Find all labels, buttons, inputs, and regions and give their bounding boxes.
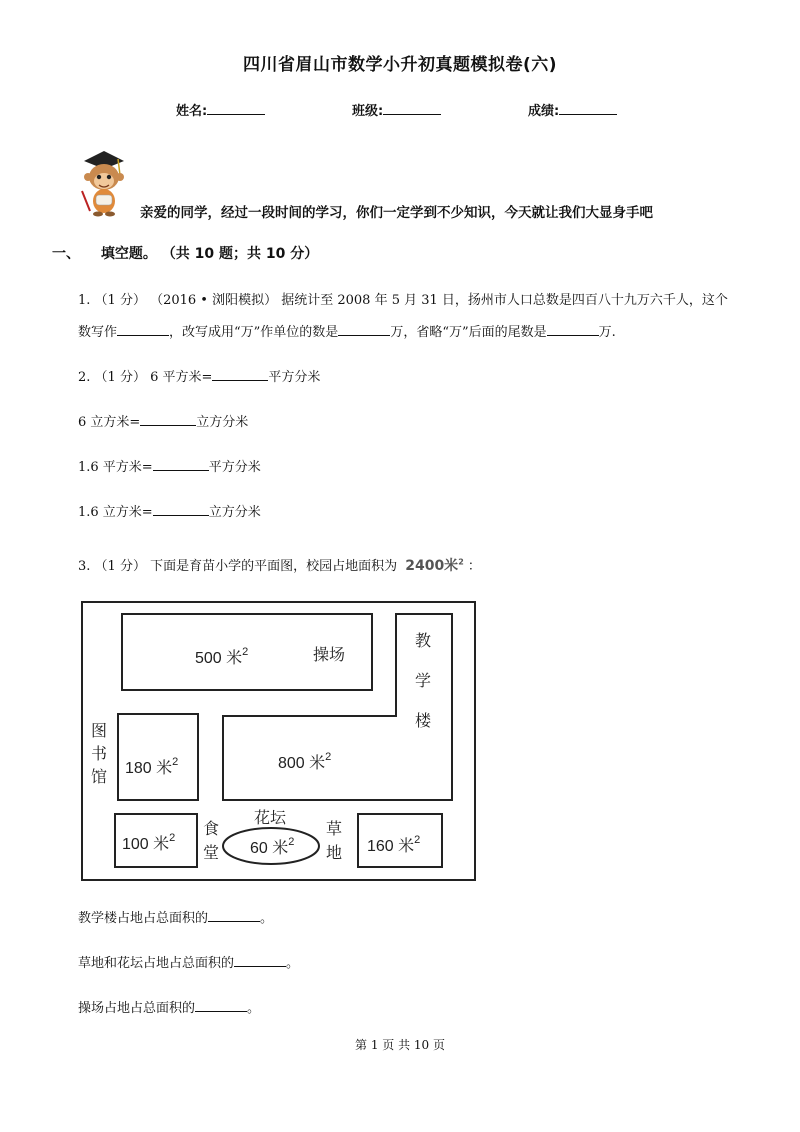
name-blank[interactable]: [207, 102, 265, 115]
section-heading: [52, 243, 318, 263]
class-label: 班级:: [352, 104, 384, 119]
q3-blank-2[interactable]: [234, 954, 286, 967]
q2-l4-text: 1.6 立方米=: [78, 505, 153, 520]
section-number: 一、: [52, 246, 80, 262]
q1-blank-1[interactable]: [117, 323, 169, 336]
name-field: [176, 100, 265, 119]
canteen-area: 100 米$^2$: [122, 832, 176, 853]
flower-bed-area: 60 米$^2$: [250, 836, 295, 857]
section-title: 填空题。 （共 10 题；共 10 分）: [100, 246, 319, 262]
score-label: 成绩:: [528, 104, 560, 119]
q1-blank-2[interactable]: [338, 323, 390, 336]
q2-blank-1[interactable]: [212, 368, 268, 381]
q2-line1: [78, 366, 320, 385]
library-block: [118, 714, 198, 800]
q3-text: 3. （1 分） 下面是育苗小学的平面图，校园占地面积为: [78, 559, 398, 574]
grass-char-1: 草: [326, 821, 343, 838]
library-char-1: 图: [91, 723, 108, 740]
q3-area-exp: 2: [458, 557, 464, 567]
q3-sub3: [78, 997, 260, 1016]
q2-l3-text: 1.6 平方米=: [78, 460, 153, 475]
teaching-area: 800 米$^2$: [278, 751, 332, 772]
q1-line2: [78, 321, 616, 340]
library-char-3: 馆: [91, 769, 108, 786]
q3-colon: ：: [467, 559, 481, 574]
q3-line: [78, 555, 481, 575]
q3-sub2-text: 草地和花坛占地占总面积的: [78, 956, 235, 971]
grass-area: 160 米$^2$: [367, 834, 421, 855]
q2-l1-text: 2. （1 分） 6 平方米=: [78, 370, 213, 385]
greeting-text: 亲爱的同学，经过一段时间的学习，你们一定学到不少知识，今天就让我们大显身手吧: [140, 205, 653, 221]
q2-blank-2[interactable]: [140, 413, 196, 426]
q2-l4-unit: 立方分米: [208, 505, 261, 520]
score-field: [528, 100, 617, 119]
q2-l3-unit: 平方分米: [208, 460, 261, 475]
page-title: 四川省眉山市数学小升初真题模拟卷(六): [242, 55, 558, 75]
school-floor-plan: [80, 600, 477, 882]
q3-sub1-text: 教学楼占地占总面积的: [78, 911, 209, 926]
q2-l1-unit: 平方分米: [268, 370, 321, 385]
q1-text-b: ，改写成用“万”作单位的数是: [169, 325, 339, 340]
flower-bed-label: 花坛: [254, 810, 287, 827]
q3-sub1-end: 。: [260, 911, 274, 926]
q2-blank-4[interactable]: [153, 503, 209, 516]
q3-sub3-end: 。: [247, 1001, 261, 1016]
q3-sub2-end: 。: [286, 956, 300, 971]
q1-text-a: 数写作: [78, 325, 118, 340]
q1-text-c: 万，省略“万”后面的尾数是: [390, 325, 547, 340]
q2-blank-3[interactable]: [153, 458, 209, 471]
score-blank[interactable]: [559, 102, 617, 115]
teaching-char-1: 教: [415, 633, 432, 650]
q3-sub3-text: 操场占地占总面积的: [78, 1001, 196, 1016]
q3-sub2: [78, 952, 299, 971]
q1-text-d: 万.: [598, 325, 616, 340]
graduate-mascot-icon: [72, 145, 132, 217]
q1-blank-3[interactable]: [547, 323, 599, 336]
name-label: 姓名:: [176, 104, 208, 119]
q3-area-figure: [405, 555, 464, 575]
canteen-char-2: 堂: [203, 845, 220, 862]
q3-blank-1[interactable]: [208, 909, 260, 922]
page-footer: 第 1 页 共 10 页: [355, 1038, 445, 1052]
canteen-char-1: 食: [203, 821, 220, 838]
q3-blank-3[interactable]: [195, 999, 247, 1012]
class-blank[interactable]: [383, 102, 441, 115]
q2-line2: [78, 411, 248, 430]
q1-line1: 1. （1 分） （2016 • 浏阳模拟） 据统计至 2008 年 5 月 31 日，扬州市人口总数是四百八十九万六千人，这个: [78, 293, 728, 308]
q2-l2-unit: 立方分米: [196, 415, 249, 430]
class-field: [352, 100, 441, 119]
q2-line4: [78, 501, 261, 520]
library-area: 180 米$^2$: [125, 756, 179, 777]
q2-line3: [78, 456, 261, 475]
playground-label: 操场: [313, 647, 346, 664]
grass-char-2: 地: [326, 845, 343, 862]
q2-l2-text: 6 立方米=: [78, 415, 141, 430]
q3-sub1: [78, 907, 273, 926]
playground-area: 500 米$^2$: [195, 646, 249, 667]
library-char-2: 书: [91, 746, 108, 763]
teaching-char-3: 楼: [415, 713, 432, 730]
q3-area-value: 2400米: [405, 558, 459, 574]
teaching-char-2: 学: [415, 673, 432, 690]
